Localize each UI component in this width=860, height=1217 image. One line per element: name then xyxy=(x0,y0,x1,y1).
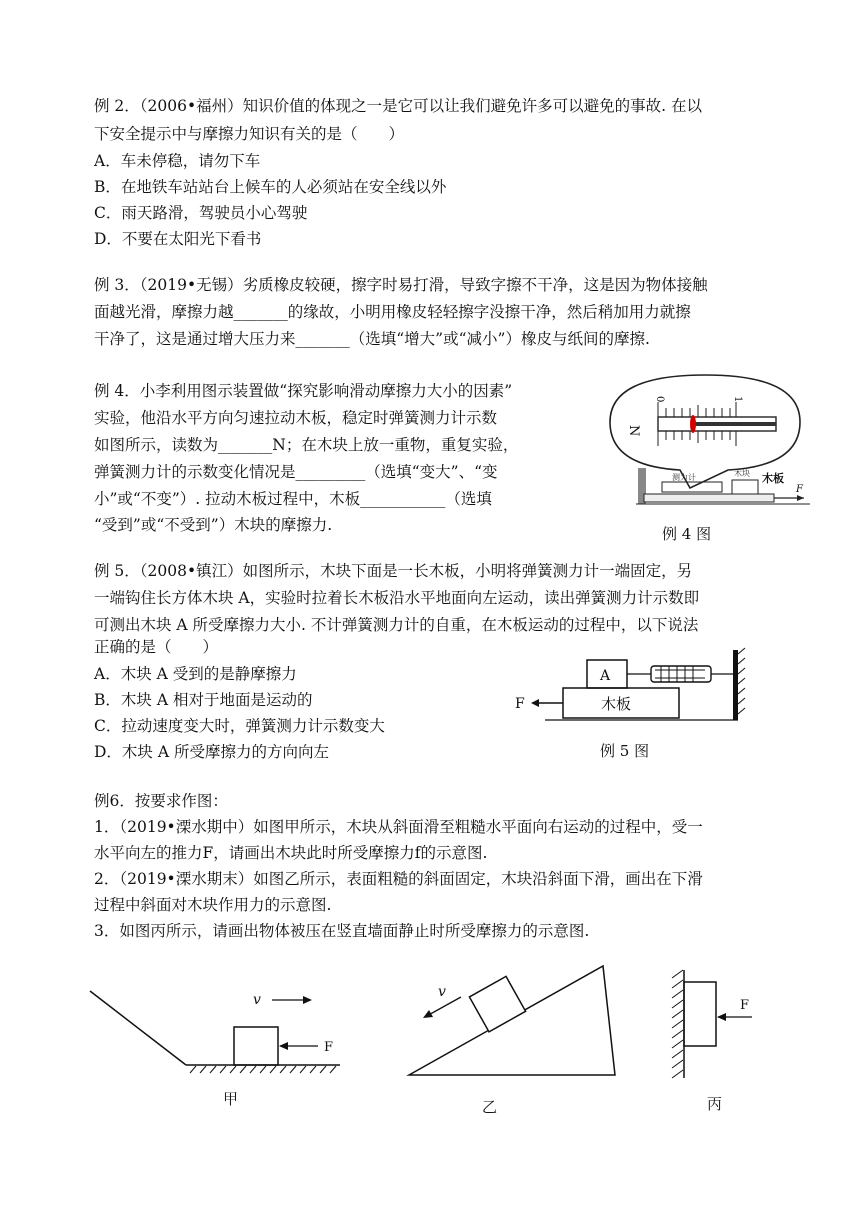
ex6-heading: 例6．按要求作图： xyxy=(94,792,228,810)
ex4-question-line: 小”或“不变”）. 拉动木板过程中，木板___________（选填 xyxy=(94,490,492,508)
ex5-spring-scale xyxy=(651,666,711,682)
ex5-question-line: 正确的是（ ） xyxy=(94,638,219,656)
ex4-caption: 例 4 图 xyxy=(662,525,712,543)
yi-incline xyxy=(409,966,615,1075)
ex5-option-b: B．木块 A 相对于地面是运动的 xyxy=(94,691,313,709)
jia-velocity-label: v xyxy=(253,992,261,1008)
ex4-figure xyxy=(600,370,820,510)
ex6-task-3: 3．如图丙所示，请画出物体被压在竖直墙面静止时所受摩擦力的示意图. xyxy=(94,922,590,940)
bing-force-label: F xyxy=(740,998,750,1013)
ex5-option-c: C．拉动速度变大时，弹簧测力计示数变大 xyxy=(94,717,385,735)
ex2-option-b: B．在地铁车站站台上候车的人必须站在安全线以外 xyxy=(94,178,447,196)
ex5-option-d: D．木块 A 所受摩擦力的方向向左 xyxy=(94,743,329,761)
figure-bing xyxy=(666,966,776,1082)
ex4-meter-label: 测力计 xyxy=(672,473,696,482)
ex4-board-label: 木板 xyxy=(762,472,784,485)
bing-block xyxy=(684,982,716,1046)
figure-yi-caption: 乙 xyxy=(482,1098,498,1116)
ex2-option-a: A．车未停稳，请勿下车 xyxy=(94,152,261,170)
ex4-question-line: 弹簧测力计的示数变化情况是_________（选填“变大”、“变 xyxy=(94,463,498,481)
figure-bing-caption: 丙 xyxy=(707,1095,723,1113)
ex6-task-1: 1．（2019•溧水期中）如图甲所示，木块从斜面滑至粗糙水平面向右运动的过程中，受一 xyxy=(94,818,703,836)
ex6-task-1-cont: 水平向左的推力F，请画出木块此时所受摩擦力f的示意图. xyxy=(94,844,488,862)
ex2-option-d: D．不要在太阳光下看书 xyxy=(94,230,262,248)
figure-yi xyxy=(405,962,620,1080)
ex4-scale-1: 1 xyxy=(732,396,743,403)
ex6-task-2-cont: 过程中斜面对木块作用力的示意图. xyxy=(94,896,332,914)
figure-jia-caption: 甲 xyxy=(223,1090,239,1108)
jia-force-label: F xyxy=(324,1040,334,1055)
jia-block xyxy=(234,1027,278,1065)
ex5-board-label: 木板 xyxy=(601,695,632,713)
ex4-question-line: 例 4．小李利用图示装置做“探究影响滑动摩擦力大小的因素” xyxy=(94,382,513,400)
ex5-block-label: A xyxy=(600,668,611,684)
ex2-question-line: 例 2．（2006•福州）知识价值的体现之一是它可以让我们避免许多可以避免的事故. 在以 xyxy=(94,97,702,115)
ex4-pointer-rod xyxy=(692,422,776,426)
ex4-unit-label: N xyxy=(626,425,641,437)
ex4-scale-0: 0 xyxy=(654,396,665,403)
yi-block xyxy=(469,976,525,1031)
yi-velocity-label: v xyxy=(438,984,446,1000)
ex5-option-a: A．木块 A 受到的是静摩擦力 xyxy=(94,665,297,683)
ex2-question-line: 下安全提示中与摩擦力知识有关的是（ ） xyxy=(94,125,405,143)
ex5-caption: 例 5 图 xyxy=(600,742,650,760)
ex5-force-label: F xyxy=(515,696,525,712)
ex5-question-line: 一端钩住长方体木块 A，实验时拉着长木板沿水平地面向左运动，读出弹簧测力计示数即 xyxy=(94,589,700,607)
ex5-wall xyxy=(733,650,738,720)
jia-slope xyxy=(90,991,186,1065)
ex4-force-label: F xyxy=(796,484,803,495)
ex4-pointer xyxy=(690,415,696,433)
ex3-question-line: 面越光滑，摩擦力越_______的缘故，小明用橡皮轻轻擦字没擦干净，然后稍加用力就擦 xyxy=(94,303,691,321)
ex4-board xyxy=(644,494,774,502)
ex4-block-label: 木块 xyxy=(734,469,750,478)
ex3-question-line: 例 3．（2019•无锡）劣质橡皮较硬，擦字时易打滑，导致字擦不干净，这是因为物体接触 xyxy=(94,276,708,294)
ex4-question-line: 如图所示，读数为_______N；在木块上放一重物，重复实验， xyxy=(94,436,519,454)
ex5-question-line: 可测出木块 A 所受摩擦力大小. 不计弹簧测力计的自重，在木板运动的过程中，以下说法 xyxy=(94,616,699,634)
ex5-question-line: 例 5．（2008•镇江）如图所示，木块下面是一长木板，小明将弹簧测力计一端固定，另 xyxy=(94,562,693,580)
ex4-question-line: 实验，他沿水平方向匀速拉动木板，稳定时弹簧测力计示数 xyxy=(94,409,498,427)
ex6-task-2: 2．（2019•溧水期末）如图乙所示，表面粗糙的斜面固定，木块沿斜面下滑，画出在下滑 xyxy=(94,870,703,888)
ex3-question-line: 干净了，这是通过增大压力来_______（选填“增大”或“减小”）橡皮与纸间的摩擦. xyxy=(94,330,650,348)
ex2-option-c: C．雨天路滑，驾驶员小心驾驶 xyxy=(94,204,308,222)
ex4-question-line: “受到”或“不受到”）木块的摩擦力. xyxy=(94,516,333,534)
ex5-figure xyxy=(505,648,750,730)
ex4-block xyxy=(732,480,758,494)
figure-jia xyxy=(88,985,343,1080)
